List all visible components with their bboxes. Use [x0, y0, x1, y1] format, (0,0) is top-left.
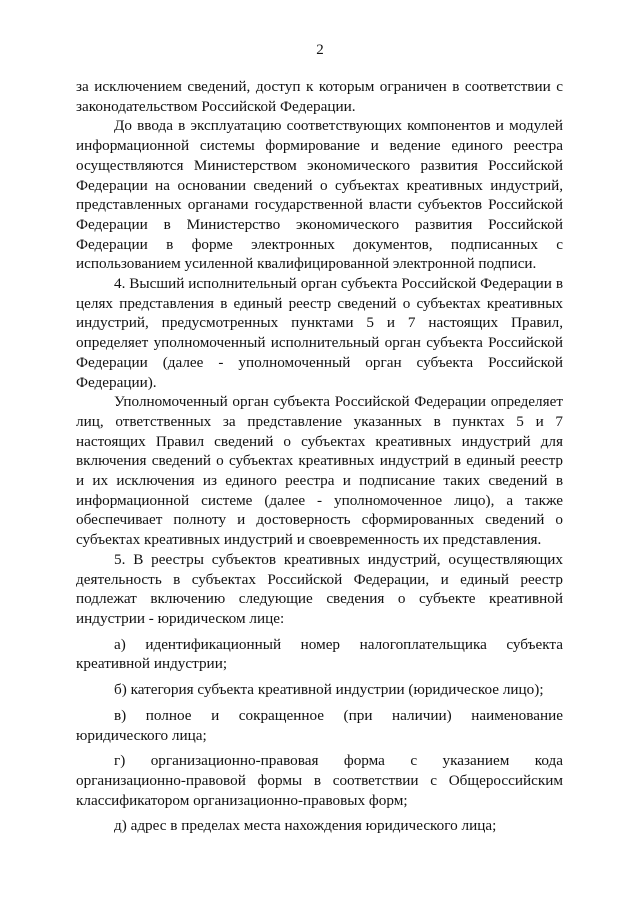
paragraph-transition-note: До ввода в эксплуатацию соответствующих компонентов и модулей информационной системы формирование и ведение единого реестра осуществляются Министерством экономического развития Российской Федерации на основании сведений о субъектах креативных индустрий, представленных органами государственной власти субъектов Российской Федерации в Министерство экономического развития Российской Федерации в форме электронных документов, подписанных с использованием усиленной квалифицированной электронной подписи. [76, 117, 563, 273]
list-item-d: г) организационно-правовая форма с указанием кода организационно-правовой формы в соответствии с Общероссийским классификатором организационно-правовых форм; [76, 752, 563, 809]
list-item-a: а) идентификационный номер налогоплательщика субъекта креативной индустрии; [76, 635, 563, 673]
page-number: 2 [316, 42, 324, 58]
paragraph-continuation: за исключением сведений, доступ к которым ограничен в соответствии с законодательством Российской Федерации. [76, 78, 563, 115]
paragraph-authorized-body: Уполномоченный орган субъекта Российской Федерации определяет лиц, ответственных за представление указанных в пунктах 5 и 7 настоящих Правил сведений о субъектах креативных индустрий для включения сведений о субъектах креативных индустрий в единый реестр и их исключения из единого реестра и подписание таких сведений в информационной системе (далее - уполномоченное лицо), а также обеспечивает полноту и достоверность сформированных сведений о субъектах креативных индустрий и своевременность их представления. [76, 393, 563, 549]
paragraph-clause-4: 4. Высший исполнительный орган субъекта Российской Федерации в целях представления в единый реестр сведений о субъектах креативных индустрий, предусмотренных пунктами 5 и 7 настоящих Правил, определяет уполномоченный исполнительный орган субъекта Российской Федерации (далее - уполномоченный орган субъекта Российской Федерации). [76, 275, 563, 391]
list-item-c: в) полное и сокращенное (при наличии) наименование юридического лица; [76, 706, 563, 744]
document-body [76, 77, 563, 836]
list-item-b: б) категория субъекта креативной индустрии (юридическое лицо); [114, 681, 544, 699]
paragraph-clause-5: 5. В реестры субъектов креативных индустрий, осуществляющих деятельность в субъектах Российской Федерации, и единый реестр подлежат включению следующие сведения о субъекте креативной индустрии - юридическом лице: [76, 550, 563, 627]
list-item-e: д) адрес в пределах места нахождения юридического лица; [114, 817, 497, 835]
